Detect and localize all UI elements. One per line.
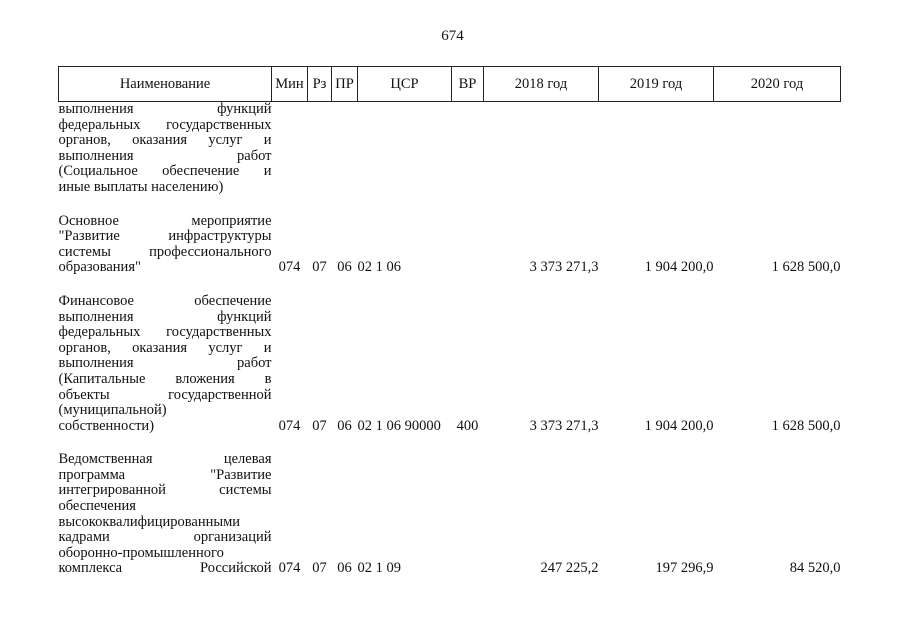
name-line: выполнения функций	[58, 308, 272, 325]
name-line: федеральных государственных	[58, 324, 272, 341]
row-spacer	[59, 434, 841, 452]
header-vr: ВР	[452, 67, 484, 102]
name-line: комплекса Российской	[58, 560, 272, 577]
row-csr: 02 1 09	[357, 560, 401, 577]
row-2018: 3 373 271,3	[529, 259, 599, 276]
table-header-row	[59, 67, 841, 102]
name-line: оборонно-промышленного	[58, 544, 224, 561]
row-2019: 1 904 200,0	[644, 417, 714, 434]
row-name	[59, 214, 272, 276]
header-csr: ЦСР	[358, 67, 452, 102]
name-line: (муниципальной)	[58, 402, 167, 419]
row-min	[272, 102, 308, 196]
row-name	[59, 102, 272, 196]
row-csr: 02 1 06	[357, 259, 401, 276]
name-line: Ведомственная целевая	[58, 451, 272, 468]
header-2020: 2020 год	[714, 67, 841, 102]
name-line: органов, оказания услуг и	[58, 132, 272, 149]
row-csr: 02 1 06 90000	[357, 417, 441, 434]
header-2018: 2018 год	[484, 67, 599, 102]
row-vr	[452, 452, 484, 577]
name-line: органов, оказания услуг и	[58, 339, 272, 356]
name-line: программа "Развитие	[58, 466, 272, 483]
row-min: 074	[278, 259, 301, 276]
row-spacer	[59, 276, 841, 294]
row-vr	[452, 102, 484, 196]
table-row	[59, 294, 841, 434]
row-pr	[332, 102, 358, 196]
name-line: выполнения функций	[58, 101, 272, 117]
name-line: федеральных государственных	[58, 116, 272, 133]
row-min: 074	[278, 560, 301, 577]
row-pr: 06	[337, 259, 352, 276]
row-pr: 06	[337, 417, 352, 434]
row-pr: 06	[337, 560, 352, 577]
name-line: выполнения работ	[58, 147, 272, 164]
name-line: Финансовое обеспечение	[58, 292, 272, 309]
name-line: "Развитие инфраструктуры	[58, 228, 272, 245]
row-vr: 400	[456, 417, 479, 434]
row-name	[59, 294, 272, 434]
name-line: высококвалифицированными	[58, 513, 241, 530]
row-2020: 1 628 500,0	[771, 259, 841, 276]
row-min: 074	[278, 417, 301, 434]
name-line: кадрами организаций	[58, 529, 272, 546]
name-line: интегрированной системы	[58, 482, 272, 499]
name-line: образования"	[58, 259, 141, 276]
row-2019: 1 904 200,0	[644, 259, 714, 276]
name-line: выполнения работ	[58, 355, 272, 372]
table-row	[59, 102, 841, 196]
row-2019: 197 296,9	[655, 560, 714, 577]
header-pr: ПР	[332, 67, 358, 102]
budget-table	[58, 66, 841, 577]
name-line: Основное мероприятие	[58, 212, 272, 229]
row-2019	[599, 102, 714, 196]
name-line: обеспечения	[58, 498, 136, 515]
name-line: собственности)	[58, 417, 155, 434]
name-line: (Капитальные вложения в	[58, 370, 272, 387]
name-line: (Социальное обеспечение и	[58, 163, 272, 180]
row-2020	[714, 102, 841, 196]
table-row	[59, 452, 841, 577]
row-csr	[358, 102, 452, 196]
row-rz: 07	[312, 259, 327, 276]
header-rz: Рз	[308, 67, 332, 102]
row-2020: 1 628 500,0	[771, 417, 841, 434]
row-vr	[452, 214, 484, 276]
header-name: Наименование	[59, 67, 272, 102]
table-body	[59, 102, 841, 578]
row-2018: 247 225,2	[540, 560, 599, 577]
row-rz: 07	[312, 417, 327, 434]
header-min: Мин	[272, 67, 308, 102]
table-row	[59, 214, 841, 276]
row-2018: 3 373 271,3	[529, 417, 599, 434]
row-2020: 84 520,0	[789, 560, 841, 577]
name-line: системы профессионального	[58, 243, 272, 260]
row-name	[59, 452, 272, 577]
name-line: объекты государственной	[58, 386, 272, 403]
page-number: 674	[441, 28, 464, 44]
row-rz: 07	[312, 560, 327, 577]
header-2019: 2019 год	[599, 67, 714, 102]
row-rz	[308, 102, 332, 196]
name-line: иные выплаты населению)	[58, 178, 224, 195]
row-2018	[484, 102, 599, 196]
row-spacer	[59, 196, 841, 214]
